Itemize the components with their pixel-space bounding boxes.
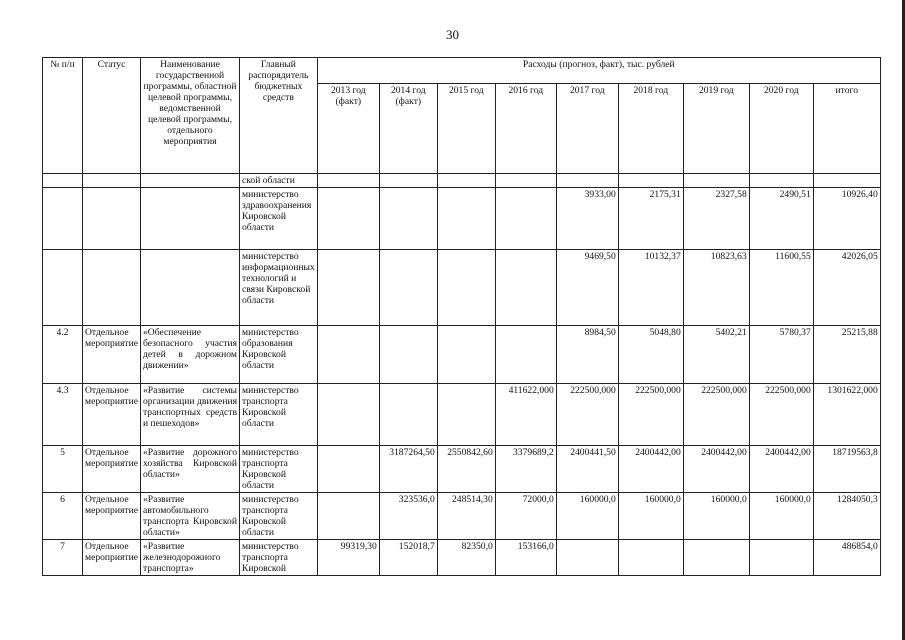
row-value-0: 99319,30: [317, 540, 379, 576]
table-body: [43, 174, 881, 576]
row-org: министерство здравоохранения Кировской области: [240, 188, 318, 250]
row-value-0: [317, 174, 379, 188]
row-org: министерство транспорта Кировской: [240, 540, 318, 576]
row-value-2: 2550842,60: [437, 446, 495, 493]
page-number: 30: [446, 27, 459, 42]
row-value-0: [317, 326, 379, 384]
budget-table: [42, 57, 881, 576]
row-value-1: 3187264,50: [379, 446, 437, 493]
table-row: [43, 174, 881, 188]
row-value-1: 323536,0: [379, 493, 437, 540]
row-status: [83, 174, 141, 188]
header-year-5: 2018 год: [618, 84, 683, 174]
row-value-4: 222500,000: [556, 384, 618, 446]
row-value-4: [556, 540, 618, 576]
row-number: 5: [43, 446, 83, 493]
row-name: «Развитие железнодорожного транспорта»: [141, 540, 240, 576]
row-value-7: 11600,55: [749, 250, 813, 326]
row-value-1: 152018,7: [379, 540, 437, 576]
row-value-1: [379, 174, 437, 188]
row-value-2: 248514,30: [437, 493, 495, 540]
row-value-1: [379, 384, 437, 446]
row-value-2: [437, 384, 495, 446]
row-value-3: [495, 188, 556, 250]
row-value-4: 2400441,50: [556, 446, 618, 493]
row-value-3: [495, 250, 556, 326]
row-name: [141, 250, 240, 326]
row-value-8: 18719563,8: [813, 446, 880, 493]
row-value-2: [437, 326, 495, 384]
table-row: [43, 384, 881, 446]
row-name: [141, 188, 240, 250]
row-status: Отдельное мероприятие: [83, 493, 141, 540]
row-value-5: 10132,37: [618, 250, 683, 326]
row-value-5: 5048,80: [618, 326, 683, 384]
row-value-1: [379, 326, 437, 384]
row-value-6: 2327,58: [683, 188, 749, 250]
table-row: [43, 188, 881, 250]
row-value-1: [379, 188, 437, 250]
header-name: Наименование государственной программы, областной целевой программы, ведомственной целевой программы, отдельного мероприятия: [141, 58, 240, 174]
row-number: 6: [43, 493, 83, 540]
row-number: 7: [43, 540, 83, 576]
header-year-6: 2019 год: [683, 84, 749, 174]
row-name: «Развитие дорожного хозяйства Кировской области»: [141, 446, 240, 493]
header-year-4: 2017 год: [556, 84, 618, 174]
row-value-7: 2490,51: [749, 188, 813, 250]
table-row: [43, 250, 881, 326]
row-status: Отдельное мероприятие: [83, 326, 141, 384]
header-year-1: 2014 год (факт): [379, 84, 437, 174]
row-value-8: 1301622,000: [813, 384, 880, 446]
row-name: «Развитие автомобильного транспорта Кировской области»: [141, 493, 240, 540]
row-value-0: [317, 188, 379, 250]
row-value-1: [379, 250, 437, 326]
row-value-6: 10823,63: [683, 250, 749, 326]
row-value-7: 222500,000: [749, 384, 813, 446]
row-value-3: [495, 174, 556, 188]
row-value-8: 10926,40: [813, 188, 880, 250]
header-year-2: 2015 год: [437, 84, 495, 174]
row-value-2: [437, 188, 495, 250]
row-org: министерство информационных технологий и связи Кировской области: [240, 250, 318, 326]
row-value-7: [749, 540, 813, 576]
row-value-7: 2400442,00: [749, 446, 813, 493]
row-value-5: 2400442,00: [618, 446, 683, 493]
header-year-8: итого: [813, 84, 880, 174]
header-num: № п/п: [43, 58, 83, 174]
row-status: Отдельное мероприятие: [83, 446, 141, 493]
row-org: ской области: [240, 174, 318, 188]
header-year-3: 2016 год: [495, 84, 556, 174]
header-year-0: 2013 год (факт): [317, 84, 379, 174]
row-value-8: 1284050,3: [813, 493, 880, 540]
row-value-7: 160000,0: [749, 493, 813, 540]
row-org: министерство транспорта Кировской области: [240, 446, 318, 493]
table-row: [43, 446, 881, 493]
row-value-6: 160000,0: [683, 493, 749, 540]
row-value-3: 3379689,2: [495, 446, 556, 493]
row-value-4: 3933,00: [556, 188, 618, 250]
row-value-6: 5402,21: [683, 326, 749, 384]
header-expenses: Расходы (прогноз, факт), тыс. рублей: [317, 58, 880, 84]
row-value-8: 42026,05: [813, 250, 880, 326]
row-value-6: [683, 540, 749, 576]
table-row: [43, 540, 881, 576]
row-value-3: 153166,0: [495, 540, 556, 576]
row-value-8: 25215,88: [813, 326, 880, 384]
row-value-5: 2175,31: [618, 188, 683, 250]
table-row: [43, 493, 881, 540]
header-year-7: 2020 год: [749, 84, 813, 174]
row-value-0: [317, 493, 379, 540]
row-value-2: [437, 174, 495, 188]
row-value-5: 222500,000: [618, 384, 683, 446]
row-org: министерство транспорта Кировской области: [240, 493, 318, 540]
row-value-8: [813, 174, 880, 188]
row-value-4: [556, 174, 618, 188]
row-value-8: 486854,0: [813, 540, 880, 576]
row-value-5: [618, 540, 683, 576]
row-value-3: 411622,000: [495, 384, 556, 446]
row-value-4: 8984,50: [556, 326, 618, 384]
row-org: министерство образования Кировской области: [240, 326, 318, 384]
row-value-5: 160000,0: [618, 493, 683, 540]
row-number: [43, 174, 83, 188]
header-org: Главный распорядитель бюджетных средств: [240, 58, 318, 174]
row-value-7: 5780,37: [749, 326, 813, 384]
row-value-3: [495, 326, 556, 384]
table-header: [43, 58, 881, 174]
row-number: [43, 250, 83, 326]
table-row: [43, 326, 881, 384]
row-value-2: 82350,0: [437, 540, 495, 576]
row-status: [83, 250, 141, 326]
row-value-6: [683, 174, 749, 188]
row-value-5: [618, 174, 683, 188]
header-status: Статус: [83, 58, 141, 174]
row-value-7: [749, 174, 813, 188]
row-value-0: [317, 250, 379, 326]
row-number: 4.3: [43, 384, 83, 446]
row-status: Отдельное мероприятие: [83, 540, 141, 576]
row-name: «Обеспечение безопасного участия детей в дорожном движении»: [141, 326, 240, 384]
row-value-0: [317, 384, 379, 446]
row-value-0: [317, 446, 379, 493]
row-value-2: [437, 250, 495, 326]
row-name: [141, 174, 240, 188]
row-name: «Развитие системы организации движения транспортных средств и пешеходов»: [141, 384, 240, 446]
row-value-4: 9469,50: [556, 250, 618, 326]
row-number: 4.2: [43, 326, 83, 384]
row-status: Отдельное мероприятие: [83, 384, 141, 446]
row-value-6: 222500,000: [683, 384, 749, 446]
row-value-6: 2400442,00: [683, 446, 749, 493]
row-org: министерство транспорта Кировской области: [240, 384, 318, 446]
row-number: [43, 188, 83, 250]
row-value-3: 72000,0: [495, 493, 556, 540]
row-value-4: 160000,0: [556, 493, 618, 540]
row-status: [83, 188, 141, 250]
